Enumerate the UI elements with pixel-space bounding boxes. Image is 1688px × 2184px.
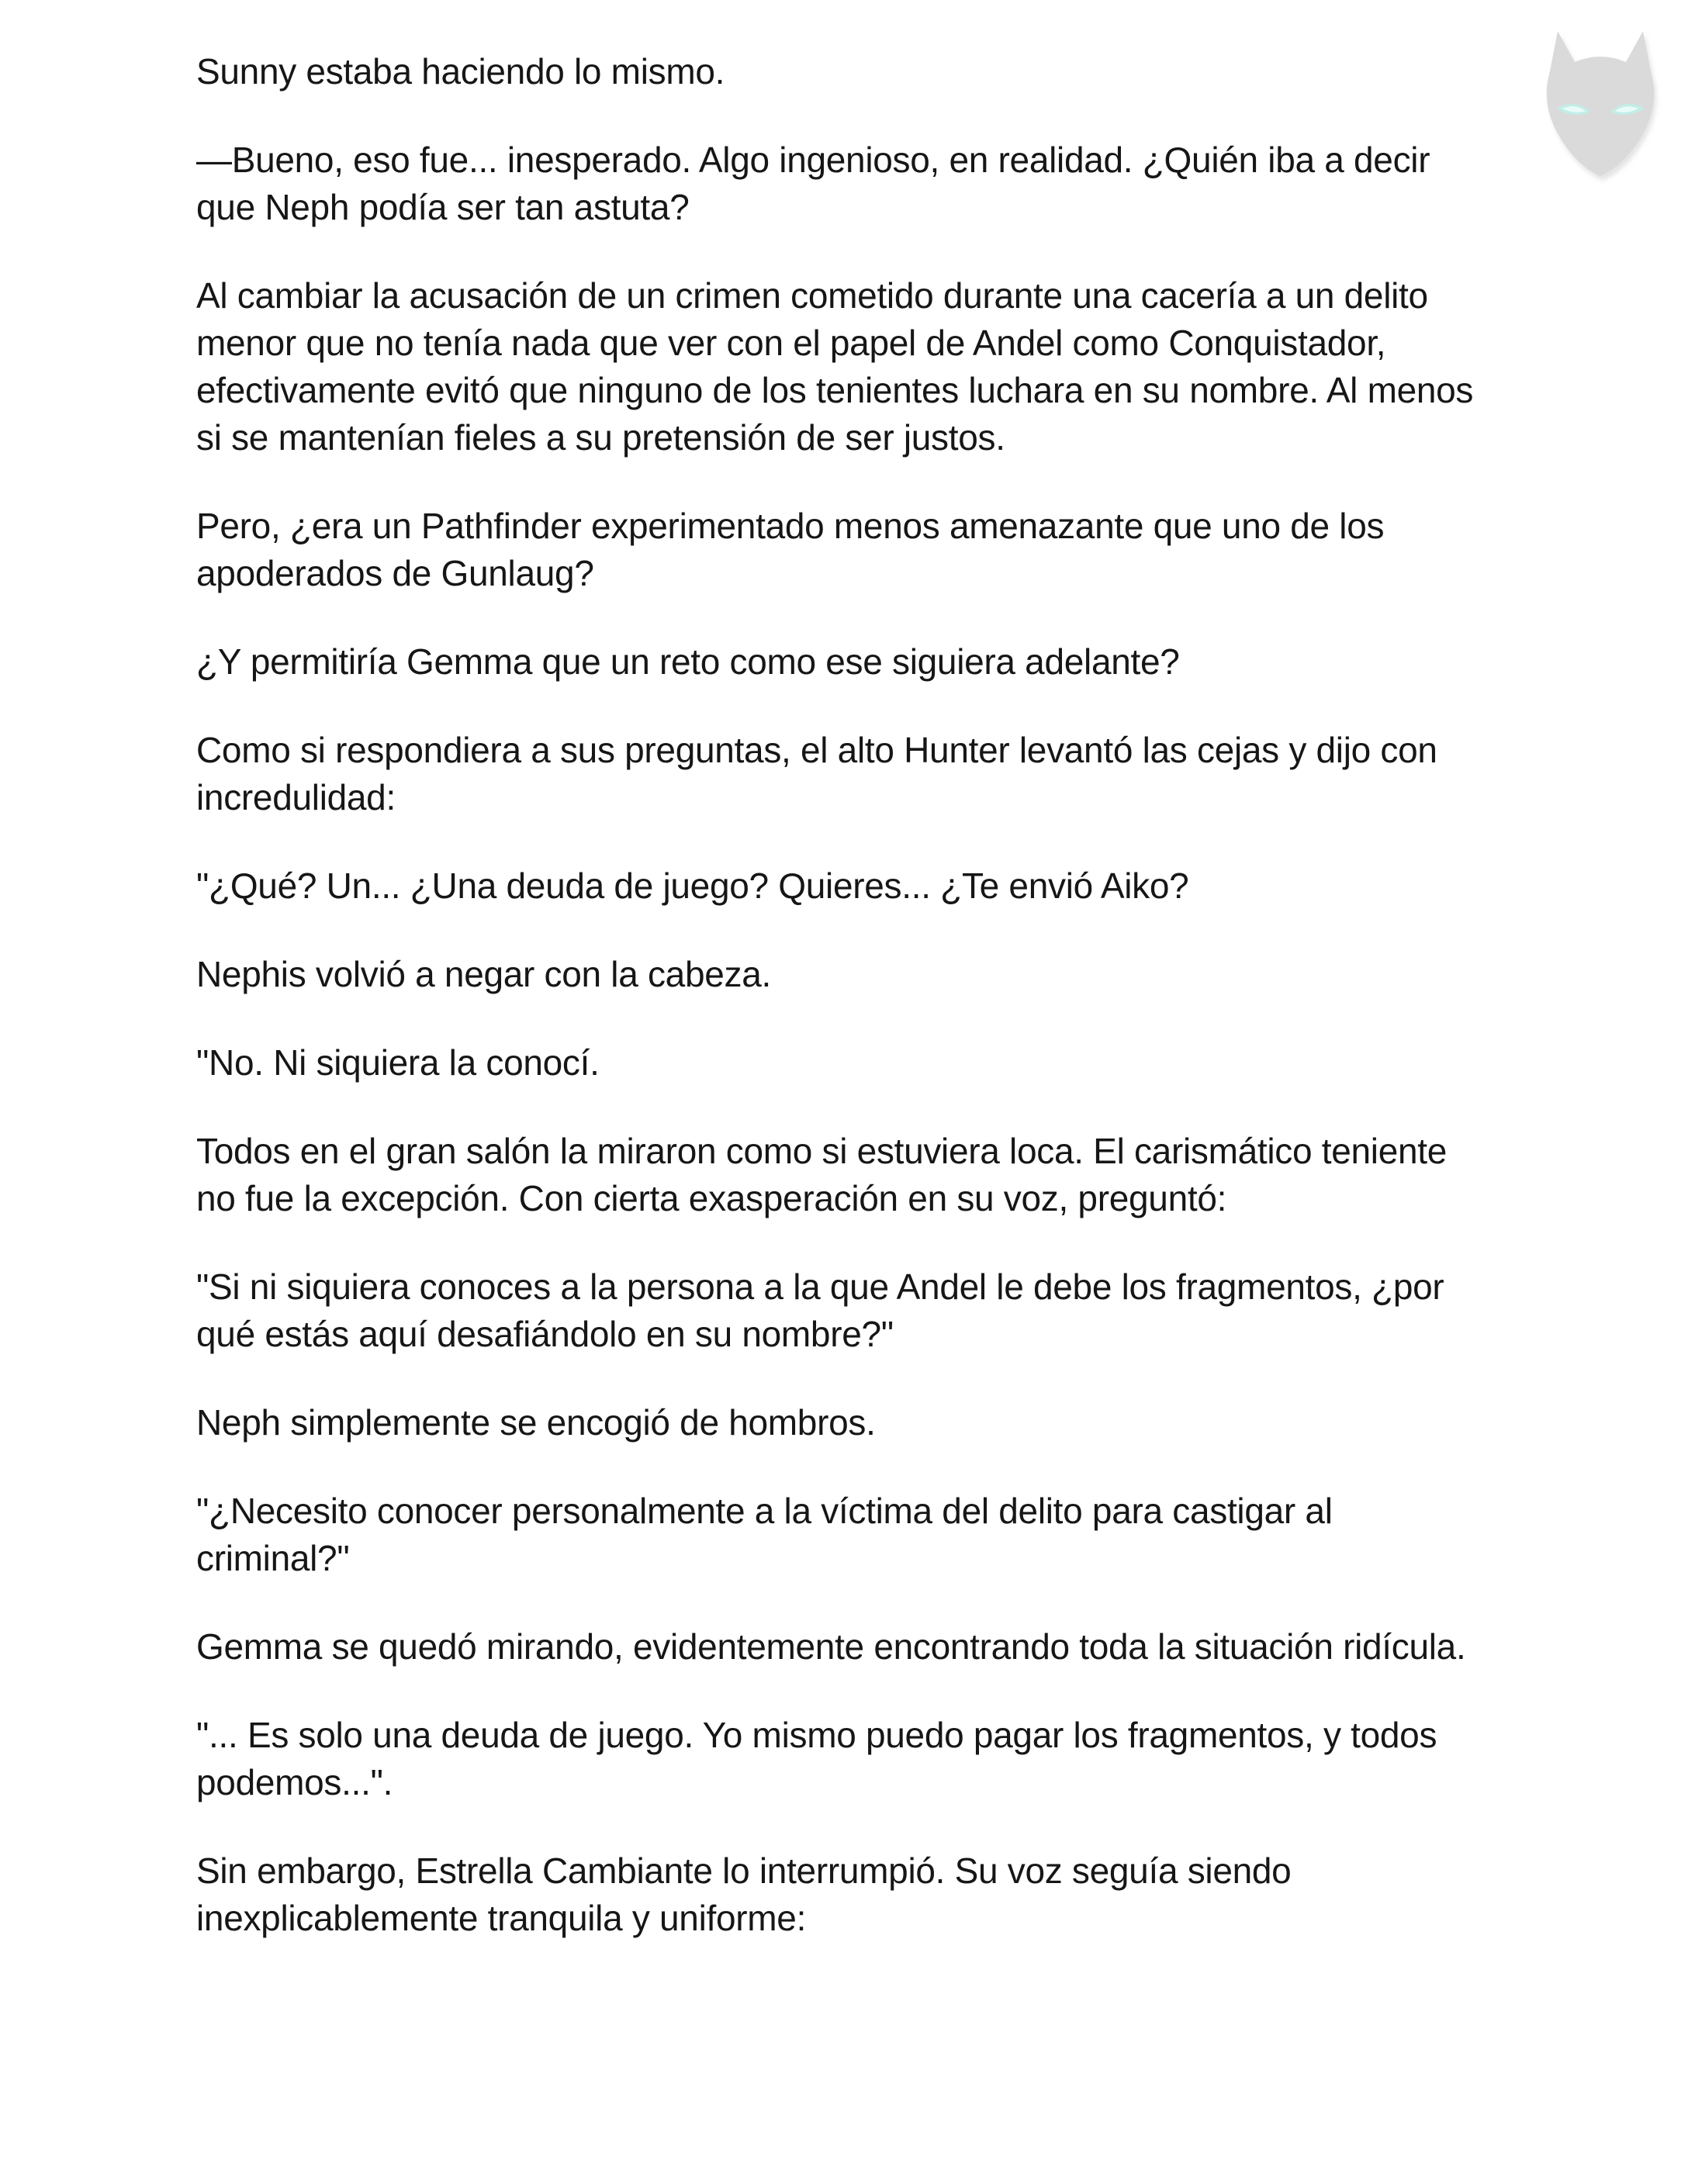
paragraph: Al cambiar la acusación de un crimen cometido durante una cacería a un delito menor que no tenía nada que ver con el papel de Andel como Conquistador, efectivamente evitó que ninguno de los tenientes luchara en su nombre. Al menos si se mantenían fieles a su pretensión de ser justos.: [196, 275, 1474, 458]
paragraph: Todos en el gran salón la miraron como si estuviera loca. El carismático teniente no fue la excepción. Con cierta exasperación en su voz, preguntó:: [196, 1131, 1448, 1218]
paragraph: "... Es solo una deuda de juego. Yo mismo puedo pagar los fragmentos, y todos podemos...".: [196, 1715, 1437, 1802]
paragraph: Como si respondiera a sus preguntas, el alto Hunter levantó las cejas y dijo con incredulidad:: [196, 730, 1437, 817]
paragraph: "¿Necesito conocer personalmente a la víctima del delito para castigar al criminal?": [196, 1491, 1333, 1578]
paragraph: "¿Qué? Un... ¿Una deuda de juego? Quieres... ¿Te envió Aiko?: [196, 866, 1189, 906]
paragraph: ¿Y permitiría Gemma que un reto como ese siguiera adelante?: [196, 641, 1180, 682]
paragraph: Neph simplemente se encogió de hombros.: [196, 1402, 876, 1443]
document-body: [196, 48, 1484, 1983]
paragraph: Sin embargo, Estrella Cambiante lo interrumpió. Su voz seguía siendo inexplicablemente tranquila y uniforme:: [196, 1851, 1292, 1938]
paragraph: "Si ni siquiera conoces a la persona a la que Andel le debe los fragmentos, ¿por qué estás aquí desafiándolo en su nombre?": [196, 1267, 1444, 1354]
paragraph: Gemma se quedó mirando, evidentemente encontrando toda la situación ridícula.: [196, 1626, 1466, 1667]
paragraph: Pero, ¿era un Pathfinder experimentado menos amenazante que uno de los apoderados de Gunlaug?: [196, 506, 1385, 593]
paragraph: Sunny estaba haciendo lo mismo.: [196, 51, 725, 92]
paragraph: "No. Ni siquiera la conocí.: [196, 1042, 600, 1083]
paragraph: —Bueno, eso fue... inesperado. Algo ingenioso, en realidad. ¿Quién iba a decir que Neph podía ser tan astuta?: [196, 140, 1430, 227]
demon-mask-watermark-icon: [1527, 17, 1674, 184]
paragraph: Nephis volvió a negar con la cabeza.: [196, 954, 771, 994]
